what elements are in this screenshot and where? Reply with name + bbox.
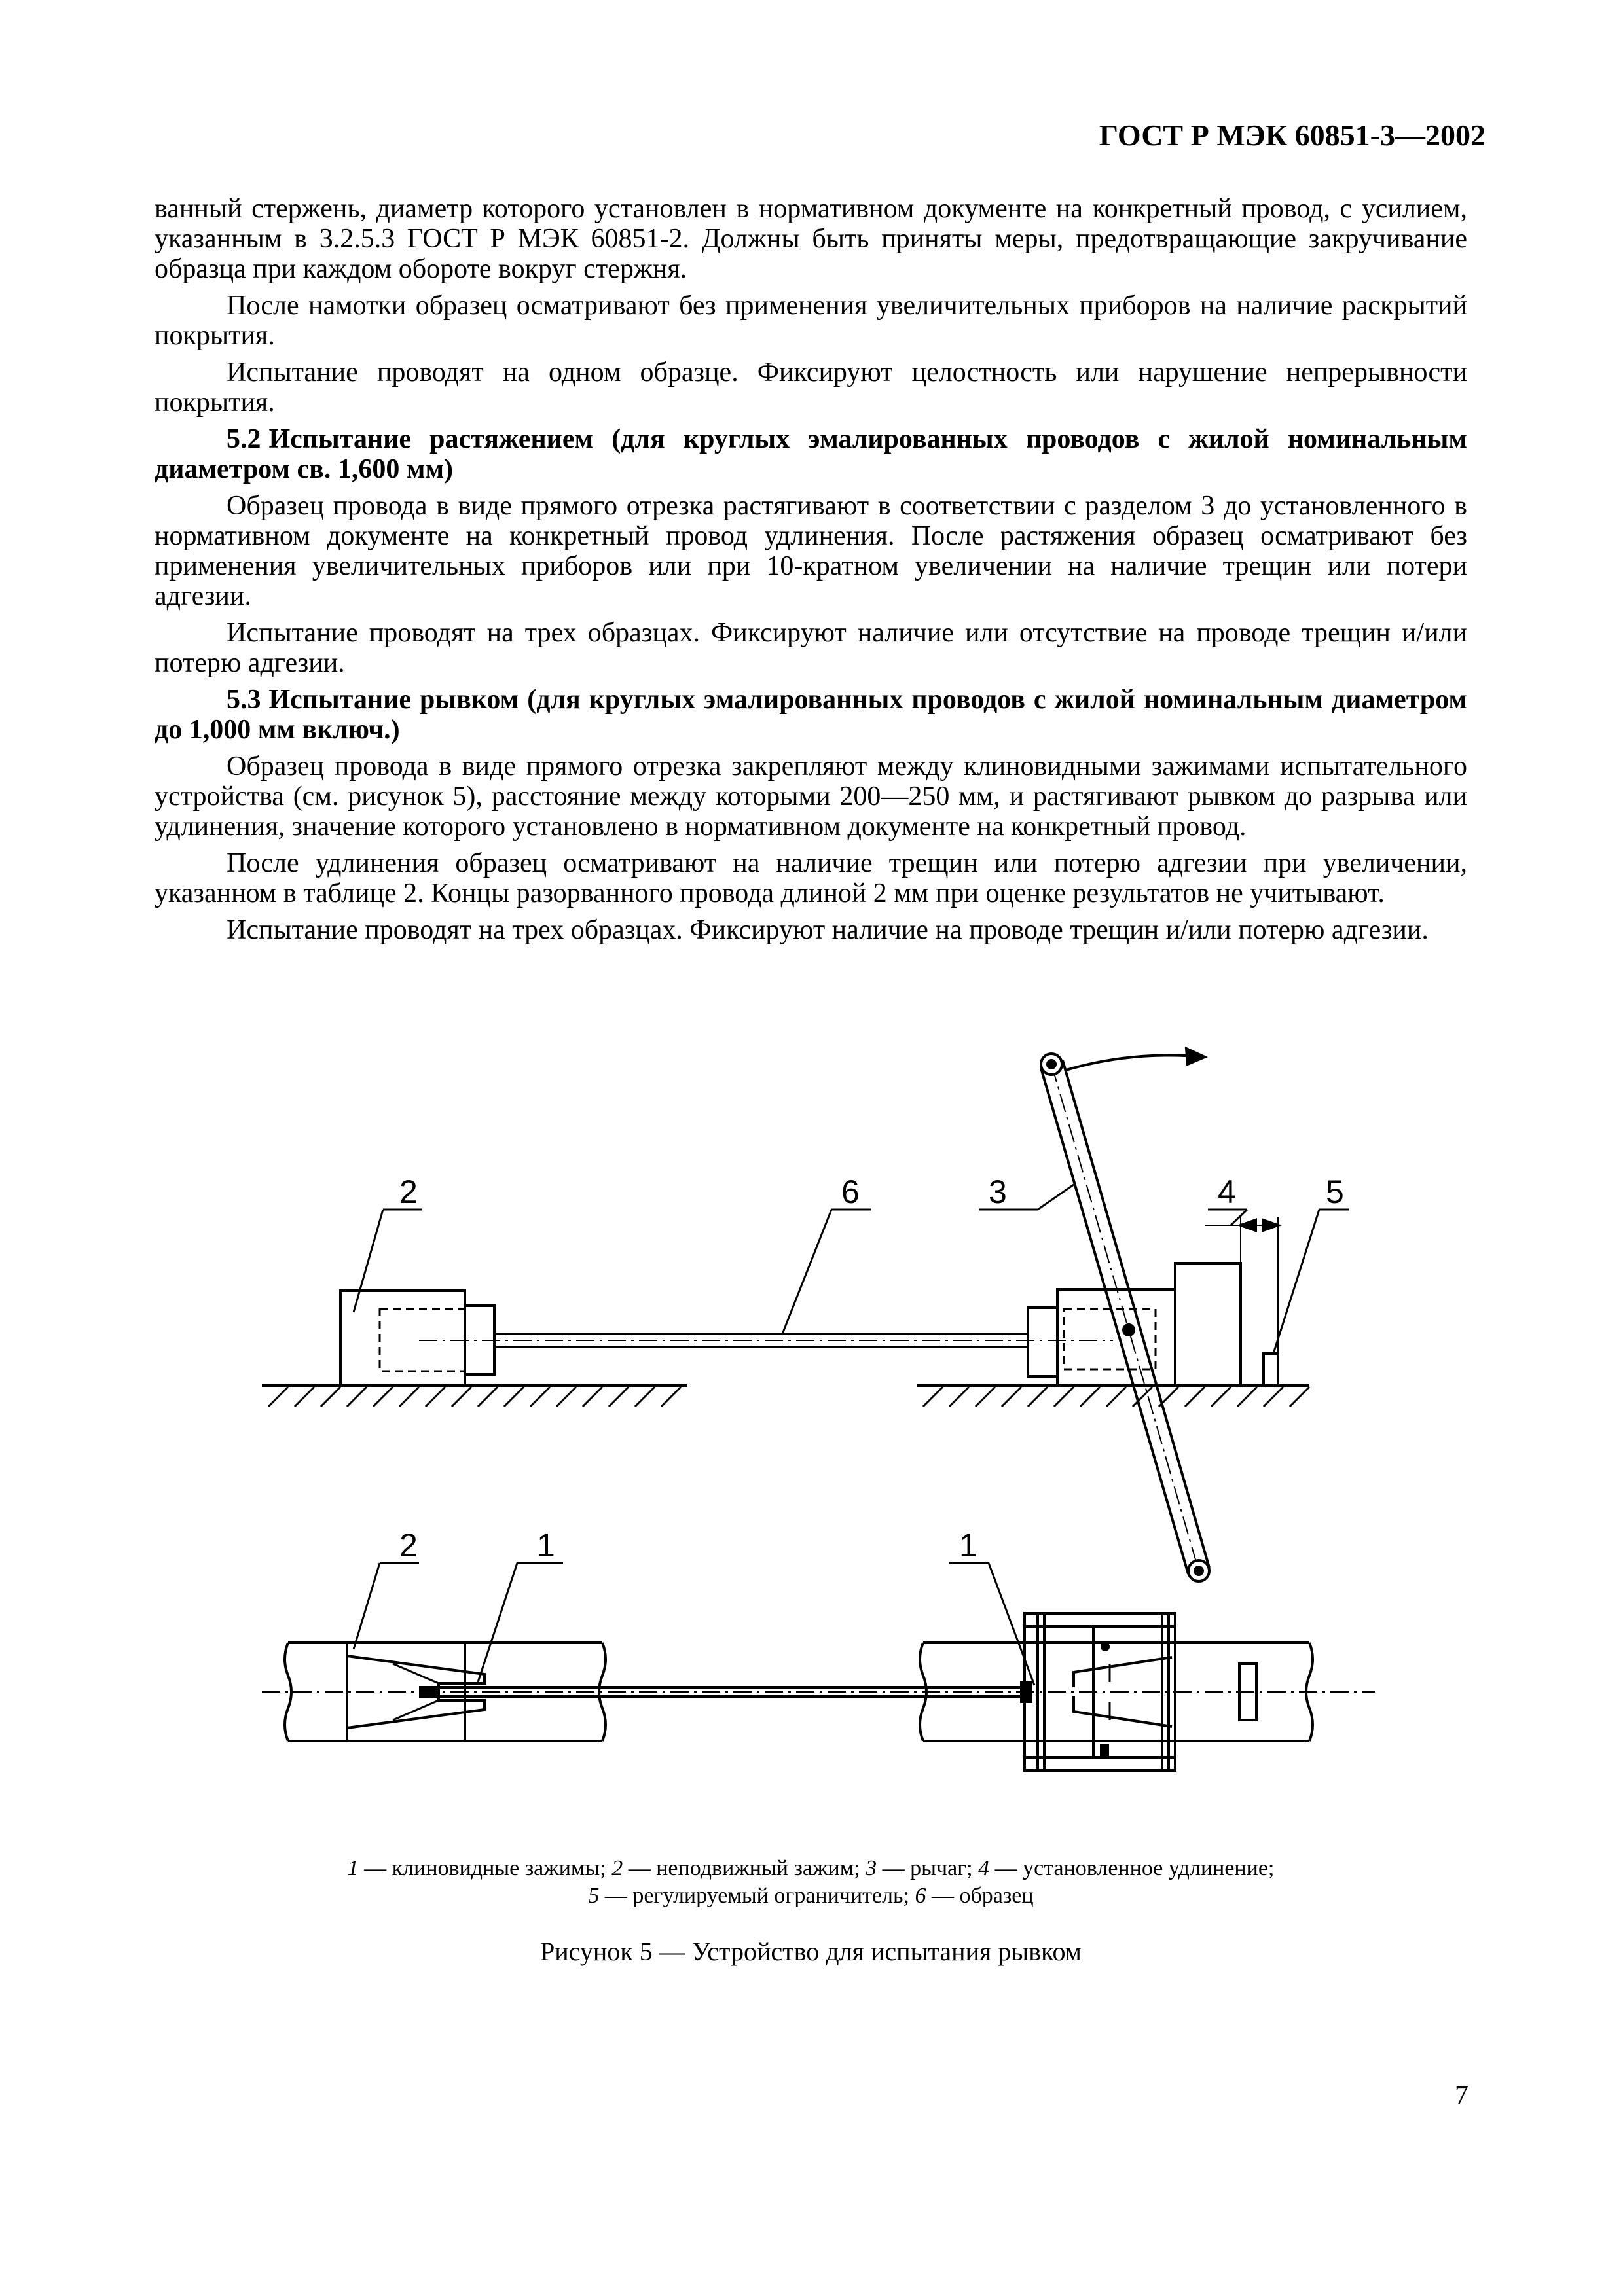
- label-3: 3: [989, 1174, 1007, 1210]
- legend-number: 3: [866, 1856, 877, 1880]
- section-title: Испытание рывком (для круглых эмалированных проводов с жилой номинальным диаметром до 1,000 мм включ.): [155, 685, 1467, 745]
- figure-drawing: [262, 1034, 1375, 1793]
- paragraph: После намотки образец осматривают без применения увеличительных приборов на наличие раскрытий покрытия.: [155, 291, 1467, 351]
- label-2-plan: 2: [399, 1527, 418, 1564]
- paragraph: Испытание проводят на трех образцах. Фиксируют наличие на проводе трещин и/или потерю адгезии.: [227, 915, 1429, 945]
- page-number: 7: [1455, 2081, 1468, 2111]
- section-number: 5.2: [227, 424, 261, 454]
- figure-caption: Рисунок 5 — Устройство для испытания рывком: [539, 1937, 1082, 1966]
- legend-text: — установленное удлинение;: [989, 1856, 1275, 1880]
- paragraph: ванный стержень, диаметр которого установлен в нормативном документе на конкретный провод, с усилием, указанным в 3.2.5.3 ГОСТ Р МЭК 60851-2. Должны быть приняты меры, предотвращающие закручивание образца при каждом обороте вокруг стержня.: [155, 194, 1467, 284]
- section-heading-5-3: [155, 685, 1467, 745]
- legend-number: 4: [978, 1856, 990, 1880]
- label-6: 6: [841, 1174, 860, 1210]
- figure-jerk-test-device: [262, 1034, 1375, 1793]
- legend-text: — рычаг;: [877, 1856, 979, 1880]
- legend-text: — клиновидные зажимы;: [358, 1856, 612, 1880]
- legend-line: [155, 1882, 1467, 1910]
- legend-line: [155, 1855, 1467, 1882]
- standard-header: ГОСТ Р МЭК 60851-3—2002: [1099, 118, 1486, 152]
- paragraph: Испытание проводят на одном образце. Фиксируют целостность или нарушение непрерывности покрытия.: [155, 357, 1467, 418]
- paragraph: Образец провода в виде прямого отрезка растягивают в соответствии с разделом 3 до установленного в нормативном документе на конкретный провод удлинения. После растяжения образец осматривают без применения увеличительных приборов или при 10-кратном увеличении на наличие трещин или потери адгезии.: [155, 491, 1467, 611]
- section-heading-5-2: [155, 424, 1467, 484]
- figure-legend: [155, 1855, 1467, 1910]
- body-text: [155, 194, 1467, 952]
- label-1-right: 1: [959, 1527, 977, 1564]
- legend-text: — неподвижный зажим;: [623, 1856, 866, 1880]
- section-title: Испытание растяжением (для круглых эмалированных проводов с жилой номинальным диаметром св. 1,600 мм): [155, 424, 1467, 484]
- paragraph: Образец провода в виде прямого отрезка закрепляют между клиновидными зажимами испытательного устройства (см. рисунок 5), расстояние между которыми 200—250 мм, и растягивают рывком до разрыва или удлинения, значение которого установлено в нормативном документе на конкретный провод.: [155, 751, 1467, 842]
- paragraph: Испытание проводят на трех образцах. Фиксируют наличие или отсутствие на проводе трещин и/или потерю адгезии.: [155, 618, 1467, 678]
- label-5: 5: [1326, 1174, 1344, 1210]
- label-2-side: 2: [399, 1174, 418, 1210]
- section-number: 5.3: [227, 685, 261, 715]
- paragraph: После удлинения образец осматривают на наличие трещин или потерю адгезии при увеличении, указанном в таблице 2. Концы разорванного провода длиной 2 мм при оценке результатов не учитывают.: [155, 848, 1467, 908]
- label-4: 4: [1218, 1174, 1236, 1210]
- legend-text: — образец: [926, 1884, 1034, 1908]
- legend-number: 1: [347, 1856, 359, 1880]
- legend-number: 5: [588, 1884, 600, 1908]
- legend-text: — регулируемый ограничитель;: [599, 1884, 915, 1908]
- legend-number: 6: [915, 1884, 926, 1908]
- legend-number: 2: [611, 1856, 623, 1880]
- label-1-left: 1: [537, 1527, 555, 1564]
